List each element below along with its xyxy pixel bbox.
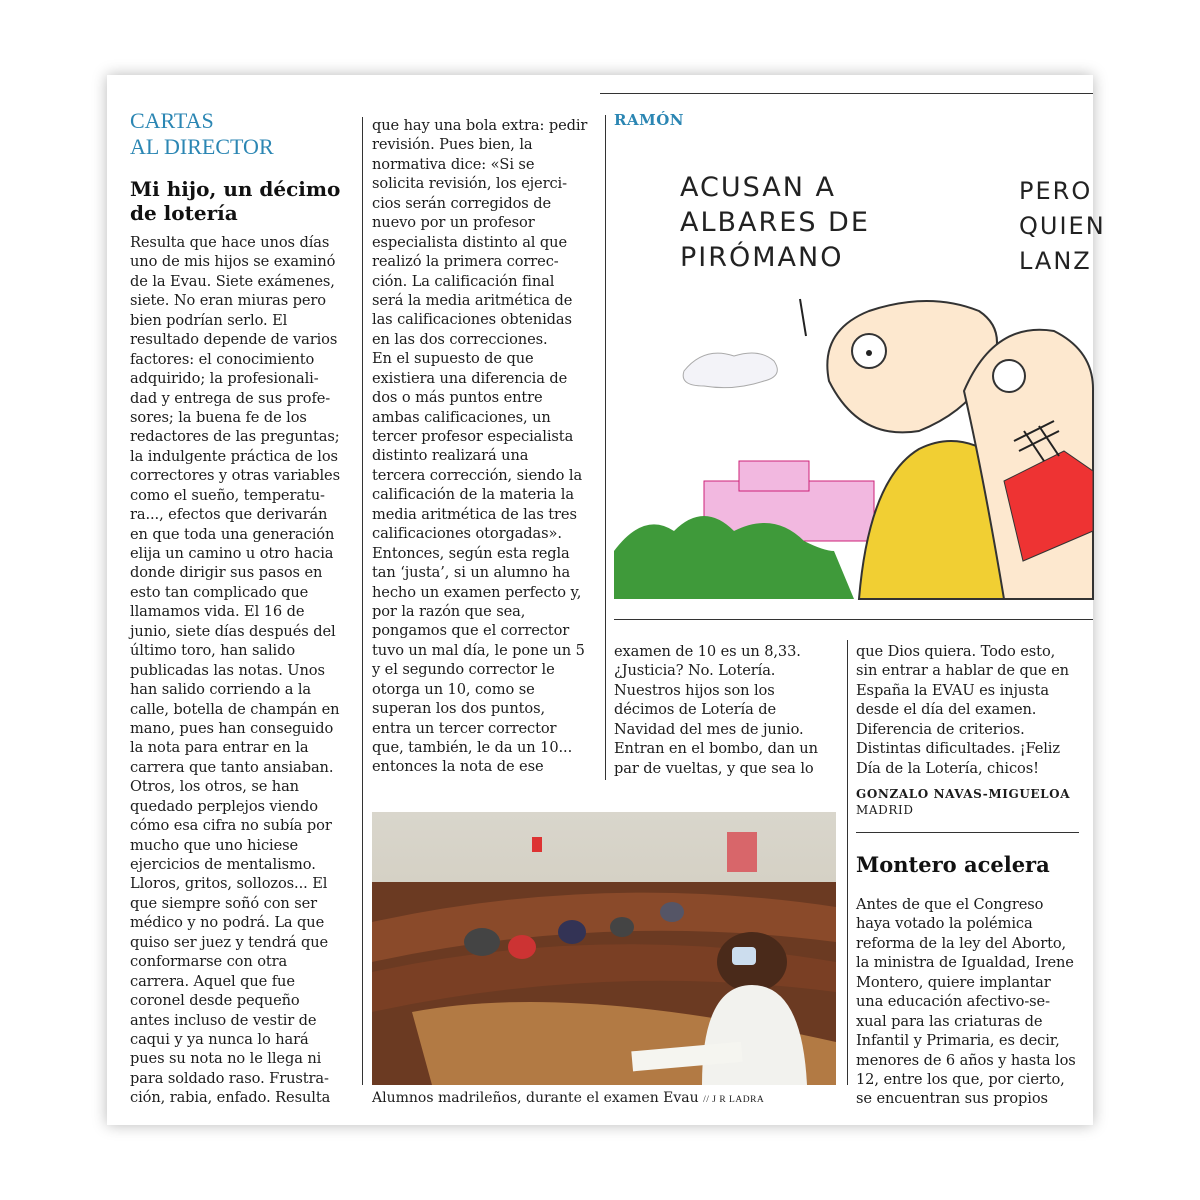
- text-line: tan ‘justa’, si un alumno ha: [372, 564, 571, 582]
- text-line: tercer profesor especialista: [372, 428, 574, 445]
- text-line: En el supuesto de que: [372, 350, 534, 368]
- text-line: mano, pues han conseguido: [130, 719, 334, 737]
- speech-line: PIRÓMANO: [680, 242, 844, 273]
- text-line: esto tan complicado que: [130, 583, 309, 601]
- text-line: ambas calificaciones, un: [372, 408, 551, 426]
- text-line: Nuestros hijos son los: [614, 681, 775, 699]
- text-line: otorga un 10, como se: [372, 680, 535, 698]
- text-line: factores: el conocimiento: [130, 350, 315, 368]
- text-line: décimos de Lotería de: [614, 701, 777, 719]
- section-title: [130, 108, 274, 160]
- column-divider: [362, 117, 363, 1085]
- text-line: carrera que tanto ansiaban.: [130, 758, 334, 776]
- text-line: quiso ser juez y tendrá que: [130, 933, 329, 951]
- text-line: la ministra de Igualdad, Irene: [856, 954, 1074, 972]
- text-line: antes incluso de vestir de: [130, 1011, 317, 1029]
- author-name: GONZALO NAVAS-MIGUELOA: [856, 787, 1071, 801]
- text-line: que, también, le da un 10...: [372, 739, 573, 756]
- letter-separator: [856, 832, 1079, 833]
- text-line: siete. No eran miuras pero: [130, 292, 326, 310]
- text-line: coronel desde pequeño: [130, 992, 300, 1010]
- text-line: resultado depende de varios: [130, 331, 338, 349]
- text-line: tuvo un mal día, le pone un 5: [372, 641, 585, 659]
- text-line: solicita revisión, los ejerci-: [372, 175, 567, 193]
- text-line: ra..., efectos que derivarán: [130, 506, 328, 524]
- speech-line: ALBARES DE: [680, 207, 870, 238]
- text-line: mucho que uno hiciese: [130, 836, 299, 854]
- cartoon-illustration: [614, 151, 1106, 599]
- text-line: pues su nota no le llega ni: [130, 1050, 322, 1068]
- text-line: Entonces, según esta regla: [372, 544, 570, 562]
- text-line: calificaciones otorgadas».: [372, 525, 562, 543]
- headline-line: Mi hijo, un décimo: [130, 177, 341, 201]
- text-line: correctores y otras variables: [130, 467, 340, 485]
- speech-line: QUIEN: [1019, 212, 1106, 240]
- exam-hall-photo: [372, 812, 836, 1085]
- letter-headline-2: Montero acelera: [856, 852, 1050, 877]
- text-line: dos o más puntos entre: [372, 389, 543, 407]
- text-line: hecho un examen perfecto y,: [372, 583, 582, 601]
- caption-text: Alumnos madrileños, durante el examen Evau: [372, 1090, 699, 1106]
- section-title-line: CARTAS: [130, 108, 214, 133]
- text-line: ción. La calificación final: [372, 272, 555, 290]
- text-line: en que toda una generación: [130, 525, 335, 543]
- text-line: la nota para entrar en la: [130, 739, 309, 757]
- text-line: Resulta que hace unos días: [130, 234, 330, 251]
- text-line: Antes de que el Congreso: [856, 896, 1044, 913]
- text-line: adquirido; la profesionali-: [130, 370, 319, 388]
- text-line: Distintas dificultades. ¡Feliz: [856, 740, 1060, 758]
- text-line: par de vueltas, y que sea lo: [614, 759, 814, 777]
- photo-credit: // J R LADRA: [703, 1095, 765, 1105]
- newspaper-page: [107, 75, 1106, 1125]
- text-line: la indulgente práctica de los: [130, 447, 338, 465]
- letter-body-column-4: [856, 642, 1069, 778]
- text-line: médico y no podrá. La que: [130, 914, 325, 932]
- text-line: Día de la Lotería, chicos!: [856, 759, 1039, 777]
- text-line: examen de 10 es un 8,33.: [614, 643, 801, 660]
- text-line: último toro, han salido: [130, 642, 296, 660]
- text-line: distinto realizará una: [372, 447, 529, 465]
- text-line: será la media aritmética de: [372, 291, 573, 309]
- text-line: por la razón que sea,: [372, 602, 526, 620]
- text-line: para soldado raso. Frustra-: [130, 1069, 329, 1087]
- cartoon-label: RAMÓN: [614, 111, 684, 129]
- text-line: conformarse con otra: [130, 953, 288, 971]
- text-line: sores; la buena fe de los: [130, 408, 307, 426]
- text-line: ejercicios de mentalismo.: [130, 856, 316, 873]
- text-line: revisión. Pues bien, la: [372, 136, 533, 154]
- text-line: se encuentran sus propios: [856, 1090, 1048, 1108]
- text-line: Entran en el bombo, dan un: [614, 740, 818, 758]
- letter-body-column-2: [372, 116, 587, 777]
- text-line: calle, botella de champán en: [130, 700, 340, 718]
- text-line: calificación de la materia la: [372, 486, 574, 504]
- author-city: MADRID: [856, 803, 914, 817]
- text-line: Montero, quiere implantar: [856, 973, 1051, 991]
- text-line: elija un camino u otro hacia: [130, 545, 334, 562]
- text-line: existiera una diferencia de: [372, 369, 568, 387]
- headline-line: de lotería: [130, 201, 238, 225]
- text-line: que siempre soñó con ser: [130, 894, 318, 912]
- photo-caption: [372, 1090, 764, 1106]
- text-line: dad y entrega de sus profe-: [130, 389, 331, 407]
- text-line: España la EVAU es injusta: [856, 681, 1049, 699]
- section-title-line: AL DIRECTOR: [130, 134, 274, 159]
- text-line: junio, siete días después del: [130, 622, 336, 640]
- text-line: en las dos correcciones.: [372, 330, 548, 348]
- text-line: donde dirigir sus pasos en: [130, 564, 323, 582]
- text-line: normativa dice: «Si se: [372, 155, 535, 173]
- text-line: ¿Justicia? No. Lotería.: [614, 662, 776, 680]
- text-line: Infantil y Primaria, es decir,: [856, 1032, 1060, 1050]
- text-line: cómo esa cifra no subía por: [130, 817, 332, 835]
- text-line: realizó la primera correc-: [372, 253, 559, 271]
- text-line: de la Evau. Siete exámenes,: [130, 272, 335, 290]
- text-line: bien podrían serlo. El: [130, 311, 288, 329]
- text-line: entonces la nota de ese: [372, 758, 544, 776]
- text-line: desde el día del examen.: [856, 701, 1037, 719]
- text-line: tercera corrección, siendo la: [372, 466, 583, 484]
- text-line: las calificaciones obtenidas: [372, 311, 572, 329]
- letter-headline: [130, 177, 340, 225]
- text-line: publicadas las notas. Unos: [130, 661, 325, 679]
- text-line: ción, rabia, enfado. Resulta: [130, 1089, 331, 1107]
- letter-signature: [856, 786, 1070, 818]
- text-line: redactores de las preguntas;: [130, 428, 340, 446]
- letter-body-column-1: [130, 233, 340, 1108]
- text-line: entra un tercer corrector: [372, 719, 557, 737]
- cartoon-bottom-rule: [614, 619, 1093, 620]
- text-line: haya votado la polémica: [856, 915, 1033, 933]
- text-line: una educación afectivo-se-: [856, 993, 1050, 1011]
- text-line: quedado perplejos viendo: [130, 797, 318, 815]
- text-line: Otros, los otros, se han: [130, 778, 299, 796]
- top-rule: [600, 93, 1093, 94]
- text-line: Diferencia de criterios.: [856, 720, 1025, 738]
- text-line: xual para las criaturas de: [856, 1012, 1043, 1030]
- text-line: media aritmética de las tres: [372, 505, 577, 523]
- letter-body-column-3: [614, 642, 818, 778]
- text-line: que hay una bola extra: pedir: [372, 117, 588, 134]
- text-line: nuevo por un profesor: [372, 214, 535, 232]
- text-line: uno de mis hijos se examinó: [130, 253, 336, 271]
- text-line: Lloros, gritos, sollozos... El: [130, 875, 328, 893]
- speech-line: ACUSAN A: [680, 172, 836, 203]
- text-line: cios serán corregidos de: [372, 194, 551, 212]
- text-line: y el segundo corrector le: [372, 661, 555, 679]
- text-line: superan los dos puntos,: [372, 700, 546, 718]
- text-line: han salido corriendo a la: [130, 681, 312, 699]
- text-line: sin entrar a hablar de que en: [856, 662, 1069, 680]
- text-line: especialista distinto al que: [372, 233, 567, 251]
- text-line: Navidad del mes de junio.: [614, 720, 804, 738]
- text-line: llamamos vida. El 16 de: [130, 603, 305, 621]
- column-divider: [847, 640, 848, 1085]
- speech-line: PERO: [1019, 177, 1093, 205]
- text-line: pongamos que el corrector: [372, 622, 570, 640]
- speech-line: LANZ: [1019, 247, 1092, 275]
- text-line: carrera. Aquel que fue: [130, 972, 295, 990]
- text-line: 12, entre los que, por cierto,: [856, 1070, 1065, 1088]
- text-line: menores de 6 años y hasta los: [856, 1051, 1076, 1069]
- column-divider: [605, 115, 606, 780]
- text-line: reforma de la ley del Aborto,: [856, 934, 1067, 952]
- text-line: caqui y ya nunca lo hará: [130, 1030, 309, 1048]
- text-line: que Dios quiera. Todo esto,: [856, 643, 1056, 660]
- text-line: como el sueño, temperatu-: [130, 486, 325, 504]
- letter2-body: [856, 895, 1076, 1109]
